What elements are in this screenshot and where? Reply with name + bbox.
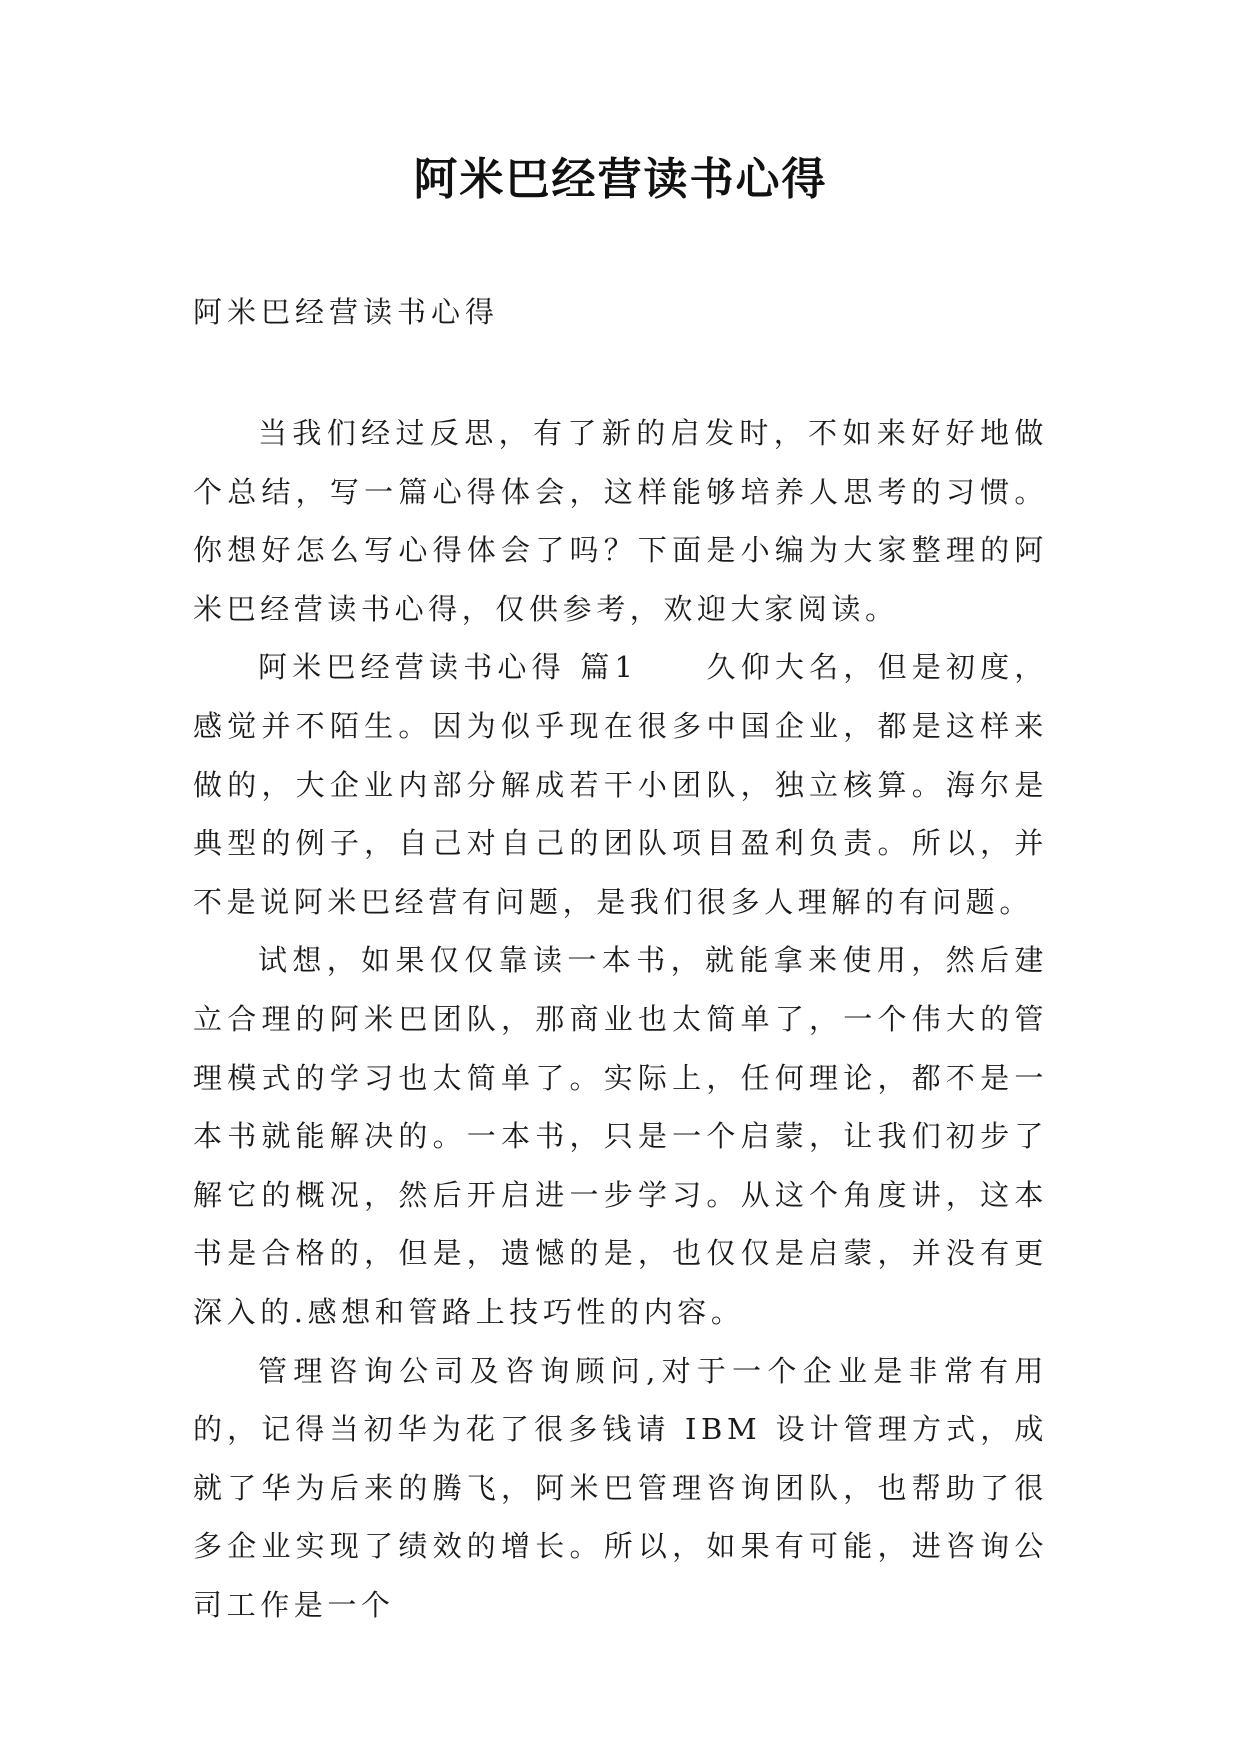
document-body [193,404,1048,1634]
document-subtitle: 阿米巴经营读书心得 [193,295,500,329]
paragraph-consulting: 管理咨询公司及咨询顾问,对于一个企业是非常有用的，记得当初华为花了很多钱请 IBM 设计管理方式，成就了华为后来的腾飞，阿米巴管理咨询团队，也帮助了很多企业实现了绩效的增长。所以，如果有可能，进咨询公司工作是一个 [193,1353,1048,1622]
paragraph-part-1: 阿米巴经营读书心得 篇1 久仰大名，但是初度，感觉并不陌生。因为似乎现在很多中国企业，都是这样来做的，大企业内部分解成若干小团队，独立核算。海尔是典型的例子，自己对自己的团队项目盈利负责。所以，并不是说阿米巴经营有问题，是我们很多人理解的有问题。 [193,650,1048,919]
document-title: 阿米巴经营读书心得 [413,154,828,205]
paragraph-intro: 当我们经过反思，有了新的启发时，不如来好好地做个总结，写一篇心得体会，这样能够培养人思考的习惯。你想好怎么写心得体会了吗？下面是小编为大家整理的阿米巴经营读书心得，仅供参考，欢迎大家阅读。 [193,416,1048,626]
paragraph-reflection: 试想，如果仅仅靠读一本书，就能拿来使用，然后建立合理的阿米巴团队，那商业也太简单了，一个伟大的管理模式的学习也太简单了。实际上，任何理论，都不是一本书就能解决的。一本书，只是一个启蒙，让我们初步了解它的概况，然后开启进一步学习。从这个角度讲，这本书是合格的，但是，遗憾的是，也仅仅是启蒙，并没有更深入的.感想和管路上技巧性的内容。 [193,943,1048,1329]
